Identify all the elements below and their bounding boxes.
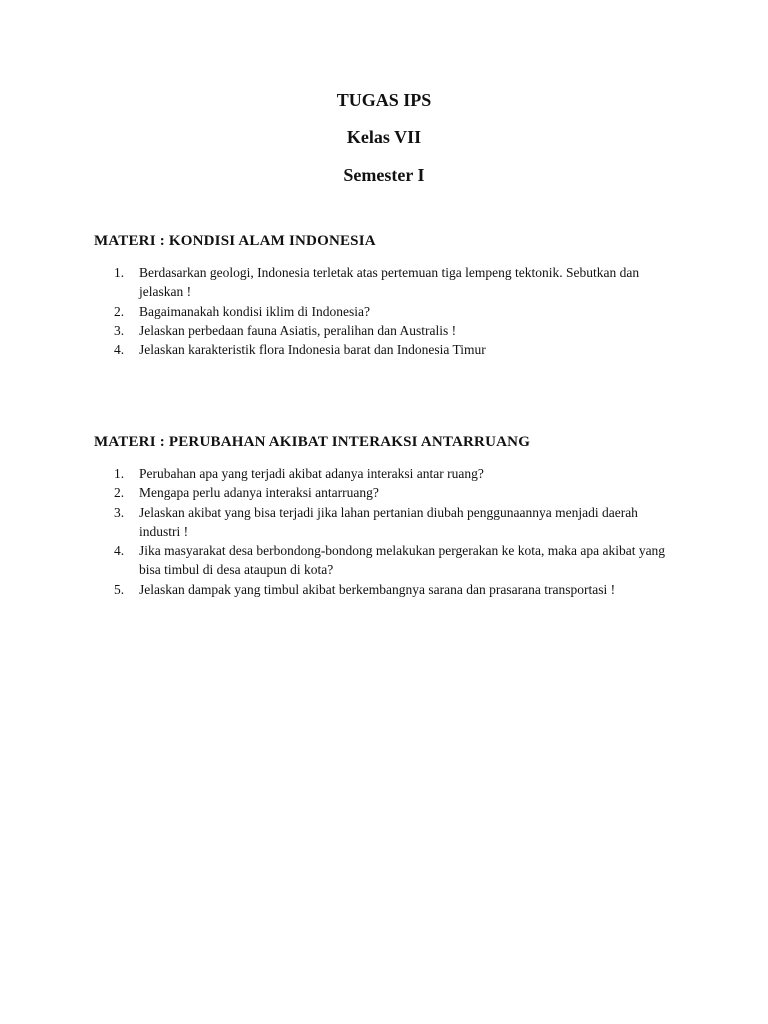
question-text: Jika masyarakat desa berbondong-bondong melakukan pergerakan ke kota, maka apa akibat yang bisa timbul di desa ataupun di kota? xyxy=(139,543,666,578)
question-item xyxy=(94,580,679,599)
question-item xyxy=(94,263,679,302)
question-number: 2. xyxy=(114,485,125,501)
class-label: Kelas VII xyxy=(346,127,422,147)
question-number: 1. xyxy=(114,265,125,280)
section-perubahan-interaksi xyxy=(94,433,694,599)
question-number: 2. xyxy=(114,303,125,319)
question-text: Mengapa perlu adanya interaksi antarruang? xyxy=(139,485,379,501)
question-item xyxy=(94,302,679,321)
document-title: TUGAS IPS xyxy=(336,90,432,110)
question-number: 3. xyxy=(114,504,125,520)
question-number: 3. xyxy=(114,322,125,338)
question-text: Jelaskan dampak yang timbul akibat berkembangnya sarana dan prasarana transportasi ! xyxy=(139,581,616,597)
question-number: 5. xyxy=(114,581,125,597)
question-text: Bagaimanakah kondisi iklim di Indonesia? xyxy=(139,303,370,319)
question-list xyxy=(94,464,694,599)
section-heading: MATERI : KONDISI ALAM INDONESIA xyxy=(94,233,376,249)
semester-label: Semester I xyxy=(343,165,425,185)
question-text: Jelaskan karakteristik flora Indonesia barat dan Indonesia Timur xyxy=(139,342,486,358)
question-text: Jelaskan perbedaan fauna Asiatis, peralihan dan Australis ! xyxy=(139,322,457,338)
question-text: Jelaskan akibat yang bisa terjadi jika lahan pertanian diubah penggunaannya menjadi daerah industri ! xyxy=(139,504,638,539)
question-text: Berdasarkan geologi, Indonesia terletak atas pertemuan tiga lempeng tektonik. Sebutkan dan jelaskan ! xyxy=(139,265,640,300)
question-number: 4. xyxy=(114,543,125,559)
question-list xyxy=(94,263,694,359)
question-item xyxy=(94,321,679,340)
question-number: 4. xyxy=(114,342,125,358)
question-item xyxy=(94,464,679,483)
section-kondisi-alam xyxy=(94,232,694,359)
question-item xyxy=(94,503,679,542)
question-item xyxy=(94,483,679,502)
question-text: Perubahan apa yang terjadi akibat adanya interaksi antar ruang? xyxy=(139,466,484,481)
question-item xyxy=(94,340,679,359)
question-item xyxy=(94,541,679,580)
question-number: 1. xyxy=(114,466,125,481)
section-heading: MATERI : PERUBAHAN AKIBAT INTERAKSI ANTARRUANG xyxy=(94,434,531,450)
